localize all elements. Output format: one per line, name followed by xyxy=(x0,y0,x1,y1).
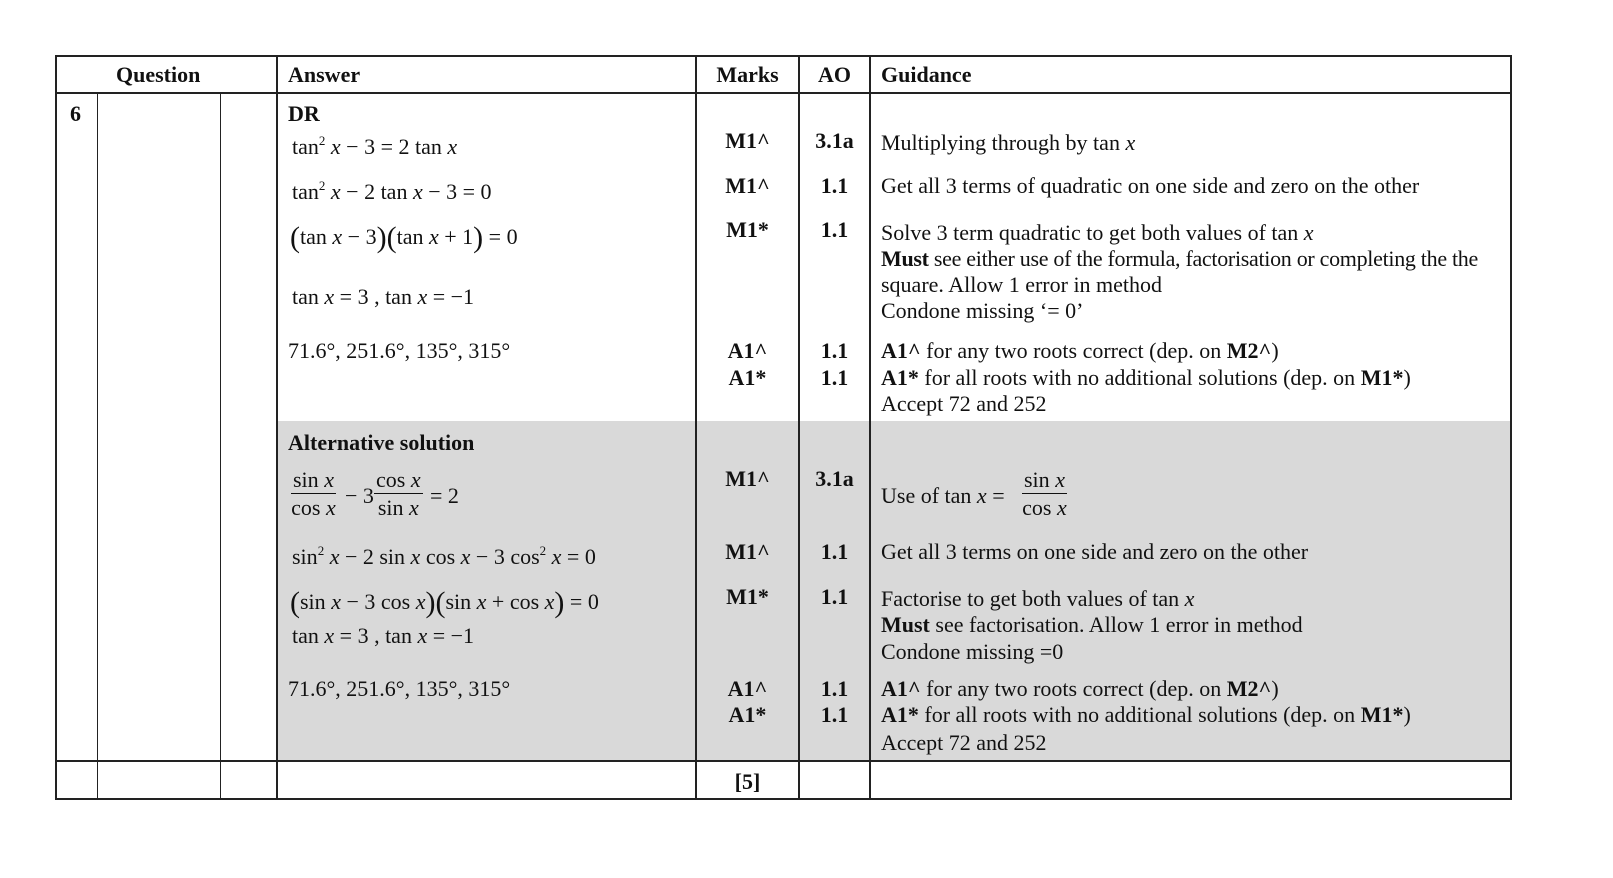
header-ao: AO xyxy=(818,62,851,87)
ao-2: 1.1 xyxy=(820,173,849,198)
alt-answer-roots: 71.6°, 251.6°, 135°, 315° xyxy=(288,676,511,701)
total-marks: [5] xyxy=(734,769,761,794)
equation-alt-roots: tan x = 3 , tan x = −1 xyxy=(292,623,475,648)
alt-guidance-4-line3: Accept 72 and 252 xyxy=(881,730,1047,755)
col-line-left xyxy=(55,55,57,799)
col-line-q1 xyxy=(97,92,98,799)
alt-ao-1: 3.1a xyxy=(815,466,854,491)
header-answer: Answer xyxy=(288,62,361,87)
equation-factorised: (tan x − 3)(tan x + 1) = 0 xyxy=(290,221,518,254)
header-question: Question xyxy=(116,62,201,87)
equation-tan2-eq: $\tan^2 x - 3 = 2$ tan x xyxy=(292,133,458,159)
alt-guidance-2: Get all 3 terms on one side and zero on the other xyxy=(881,539,1309,564)
alt-ao-4a: 1.1 xyxy=(820,676,849,701)
guidance-2: Get all 3 terms of quadratic on one side and zero on the other xyxy=(881,173,1420,198)
ao-4a: 1.1 xyxy=(820,338,849,363)
fraction-tan-identity: $\frac{\text{sin x}}{\text{cos x}}$ xyxy=(1022,467,1067,520)
total-row-top-border xyxy=(55,760,1512,762)
minus-three: − 3 xyxy=(345,483,374,508)
question-number: 6 xyxy=(70,101,81,126)
alt-mark-m1-1: M1^ xyxy=(725,466,770,491)
equation-alt-factorised: (sin x − 3 cos x)(sin x + cos x) = 0 xyxy=(290,586,599,619)
alt-mark-m1-2: M1^ xyxy=(725,539,770,564)
guidance-4-line3: Accept 72 and 252 xyxy=(881,391,1047,416)
ao-1: 3.1a xyxy=(815,128,854,153)
fraction-cosx-sinx: $\frac{\text{cos x}}{\text{sin x}}$ xyxy=(376,467,421,520)
guidance-3-line1: Solve 3 term quadratic to get both values of tan x xyxy=(881,220,1314,245)
header-guidance: Guidance xyxy=(881,62,972,87)
alt-guidance-1: Use of tan x = xyxy=(881,483,1005,508)
guidance-1: Multiplying through by tan x xyxy=(881,130,1136,155)
guidance-3-line3: square. Allow 1 error in method xyxy=(881,272,1163,297)
alt-ao-2: 1.1 xyxy=(820,539,849,564)
alt-ao-4b: 1.1 xyxy=(820,702,849,727)
col-line-q2 xyxy=(220,92,221,799)
table-bottom-border xyxy=(55,798,1512,800)
alt-mark-a1-star: A1* xyxy=(728,702,767,727)
alt-guidance-3-line1: Factorise to get both values of tan x xyxy=(881,586,1195,611)
mark-a1-hat: A1^ xyxy=(727,338,768,363)
guidance-3-line4: Condone missing ‘= 0’ xyxy=(881,298,1084,323)
table-top-border xyxy=(55,55,1512,57)
col-line-right xyxy=(1510,55,1512,799)
dr-label: DR xyxy=(288,101,320,126)
guidance-4-line1: A1^ for any two roots correct (dep. on M2^) xyxy=(881,338,1279,363)
equation-quadratic: $\tan^2 x - 2$ tan x − 3 = 0 xyxy=(292,178,492,204)
guidance-4-line2: A1* for all roots with no additional solutions (dep. on M1*) xyxy=(881,365,1411,390)
alt-guidance-4-line1: A1^ for any two roots correct (dep. on M2^) xyxy=(881,676,1279,701)
answer-roots: 71.6°, 251.6°, 135°, 315° xyxy=(288,338,511,363)
equals-two: = 2 xyxy=(430,483,459,508)
alt-ao-3: 1.1 xyxy=(820,584,849,609)
alt-guidance-3-line2: Must see factorisation. Allow 1 error in method xyxy=(881,612,1303,637)
mark-m1-1: M1^ xyxy=(725,128,770,153)
header-marks: Marks xyxy=(716,62,779,87)
equation-sin-cos-quadratic: $\sin^2 x - 2$ sin x cos x − 3 $\cos^2 x = 0$ xyxy=(292,543,596,569)
alt-guidance-4-line2: A1* for all roots with no additional solutions (dep. on M1*) xyxy=(881,702,1411,727)
ao-4b: 1.1 xyxy=(820,365,849,390)
ao-3: 1.1 xyxy=(820,217,849,242)
header-bottom-border xyxy=(55,92,1512,94)
equation-roots: tan x = 3 , tan x = −1 xyxy=(292,284,475,309)
fraction-sinx-cosx: $\frac{\text{sin x}}{\text{cos x}}$ xyxy=(291,467,336,520)
alt-guidance-3-line3: Condone missing =0 xyxy=(881,639,1064,664)
guidance-3-line2: Must see either use of the formula, factorisation or completing the the xyxy=(881,246,1478,271)
alt-mark-m1-3: M1* xyxy=(726,584,769,609)
col-line-answer xyxy=(276,55,278,799)
alt-mark-a1-hat: A1^ xyxy=(727,676,768,701)
mark-a1-star: A1* xyxy=(728,365,767,390)
mark-m1-2: M1^ xyxy=(725,173,770,198)
mark-m1-3: M1* xyxy=(726,217,769,242)
alternative-label: Alternative solution xyxy=(288,430,475,455)
